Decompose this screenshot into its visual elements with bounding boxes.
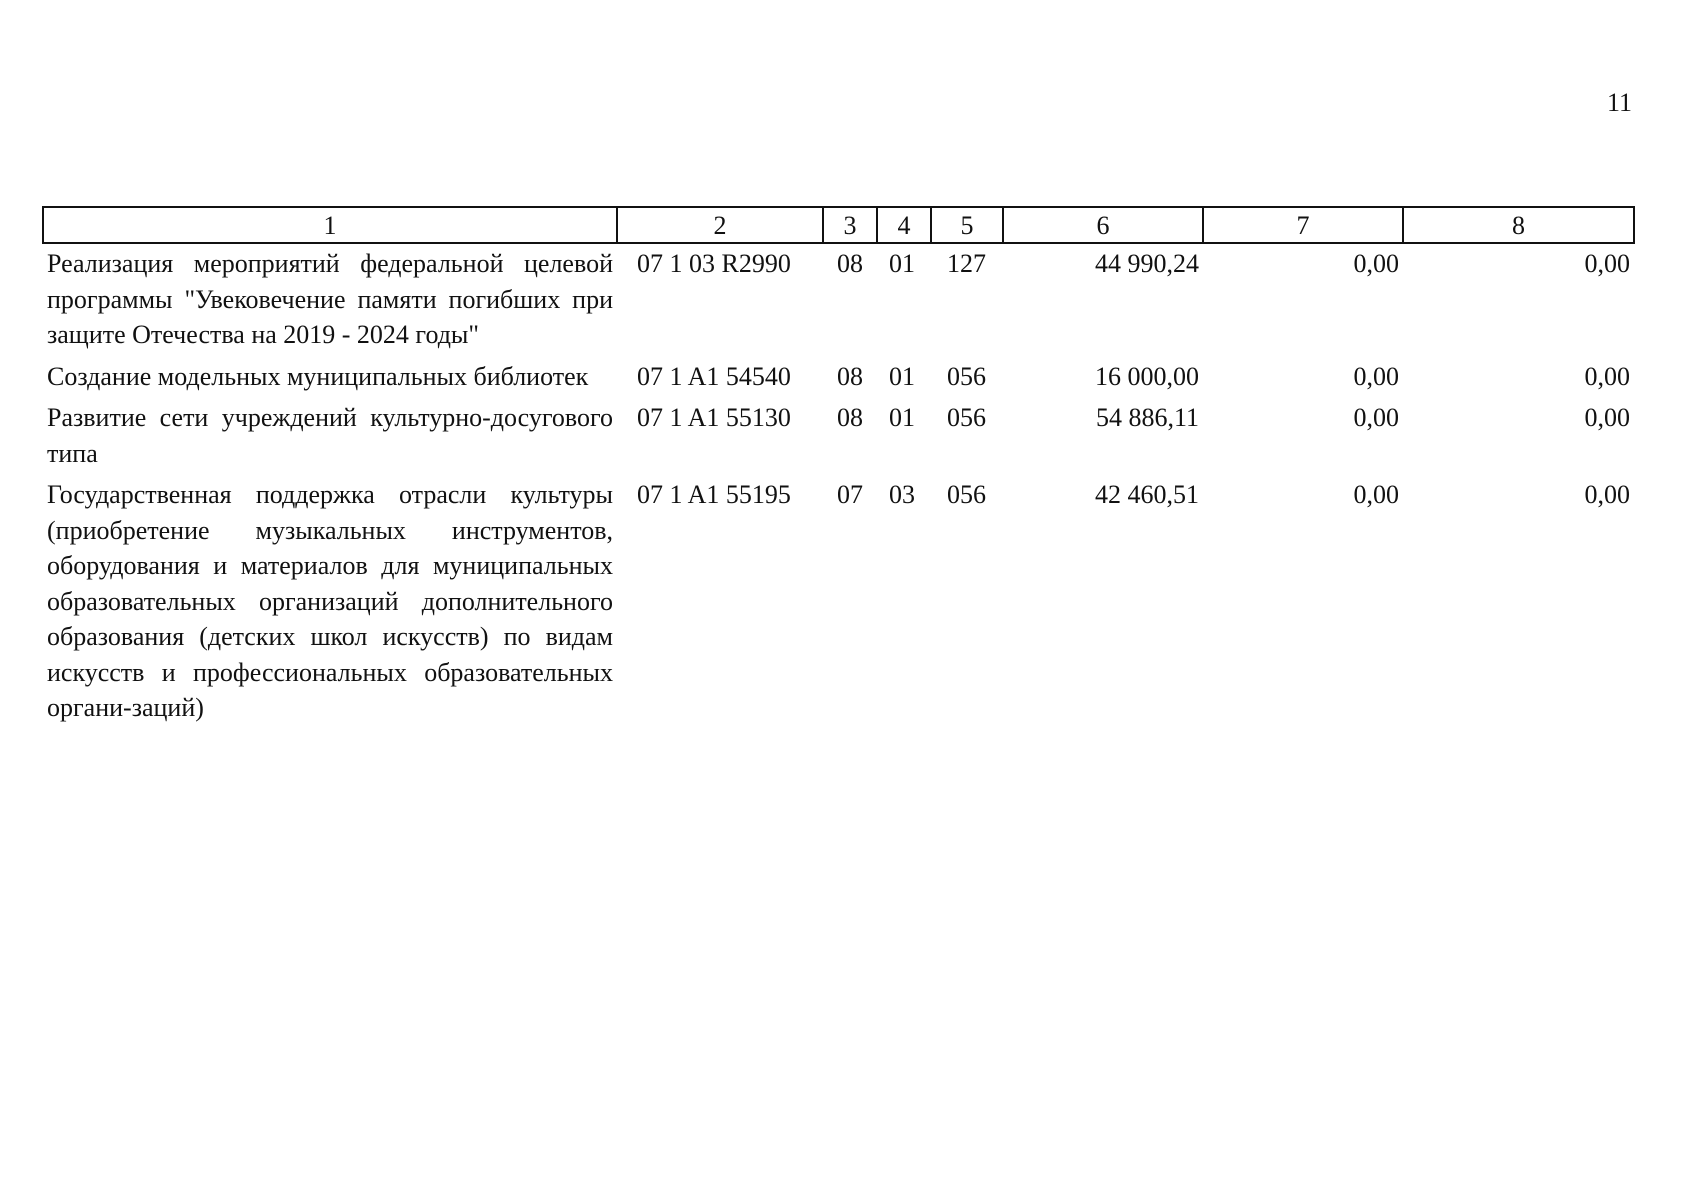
header-cell-2: 2 [617,207,823,243]
budget-table [42,206,1635,726]
row-target-code: 07 1 A1 54540 [637,361,791,391]
row-subsection: 03 [889,480,915,509]
row-section: 08 [837,361,863,391]
row-target-code: 07 1 A1 55130 [637,403,791,432]
row-amount-2: 0,00 [1353,249,1399,278]
header-row [43,207,1634,243]
row-section: 08 [837,403,863,432]
header-cell-5: 5 [931,207,1003,243]
row-amount-2: 0,00 [1353,361,1399,391]
row-target-code: 07 1 03 R2990 [637,249,791,278]
row-amount-1: 16 000,00 [1095,361,1199,391]
row-amount-1: 54 886,11 [1095,403,1199,432]
row-name: Государственная поддержка отрасли культуры (приобретение музыкальных инструментов, оборудования и материалов для муниципальных образовательных организаций дополнительного образования (детских школ искусств) по видам искусств и профессиональных образовательных органи-заций) [47,480,613,722]
table-row [43,243,1634,353]
header-cell-7: 7 [1203,207,1403,243]
row-target-code: 07 1 A1 55195 [637,480,791,509]
row-amount-2: 0,00 [1353,480,1399,509]
table-body [43,243,1634,726]
row-amount-1: 42 460,51 [1095,480,1199,509]
row-amount-3: 0,00 [1584,480,1630,509]
header-cell-4: 4 [877,207,931,243]
page-number: 11 [1606,88,1632,117]
table-row [43,471,1634,726]
row-section: 08 [837,249,863,278]
row-section: 07 [837,480,863,509]
table-row [43,394,1634,471]
row-amount-1: 44 990,24 [1095,249,1199,278]
row-amount-3: 0,00 [1584,403,1630,432]
row-subsection: 01 [889,403,915,432]
header-cell-3: 3 [823,207,877,243]
row-amount-2: 0,00 [1353,403,1399,432]
row-expense-type: 056 [947,403,986,432]
row-amount-3: 0,00 [1584,361,1630,391]
row-amount-3: 0,00 [1584,249,1630,278]
row-expense-type: 127 [947,249,986,278]
table-header [43,207,1634,243]
row-subsection: 01 [889,249,915,278]
row-name: Создание модельных муниципальных библиотек [47,361,589,391]
header-cell-8: 8 [1403,207,1634,243]
row-subsection: 01 [889,361,915,391]
row-name: Реализация мероприятий федеральной целевой программы "Увековечение памяти погибших при защите Отечества на 2019 - 2024 годы" [47,249,613,349]
header-cell-6: 6 [1003,207,1203,243]
row-name: Развитие сети учреждений культурно-досугового типа [47,403,613,468]
table-row [43,353,1634,395]
header-cell-1: 1 [43,207,617,243]
row-expense-type: 056 [947,361,986,391]
row-expense-type: 056 [947,480,986,509]
